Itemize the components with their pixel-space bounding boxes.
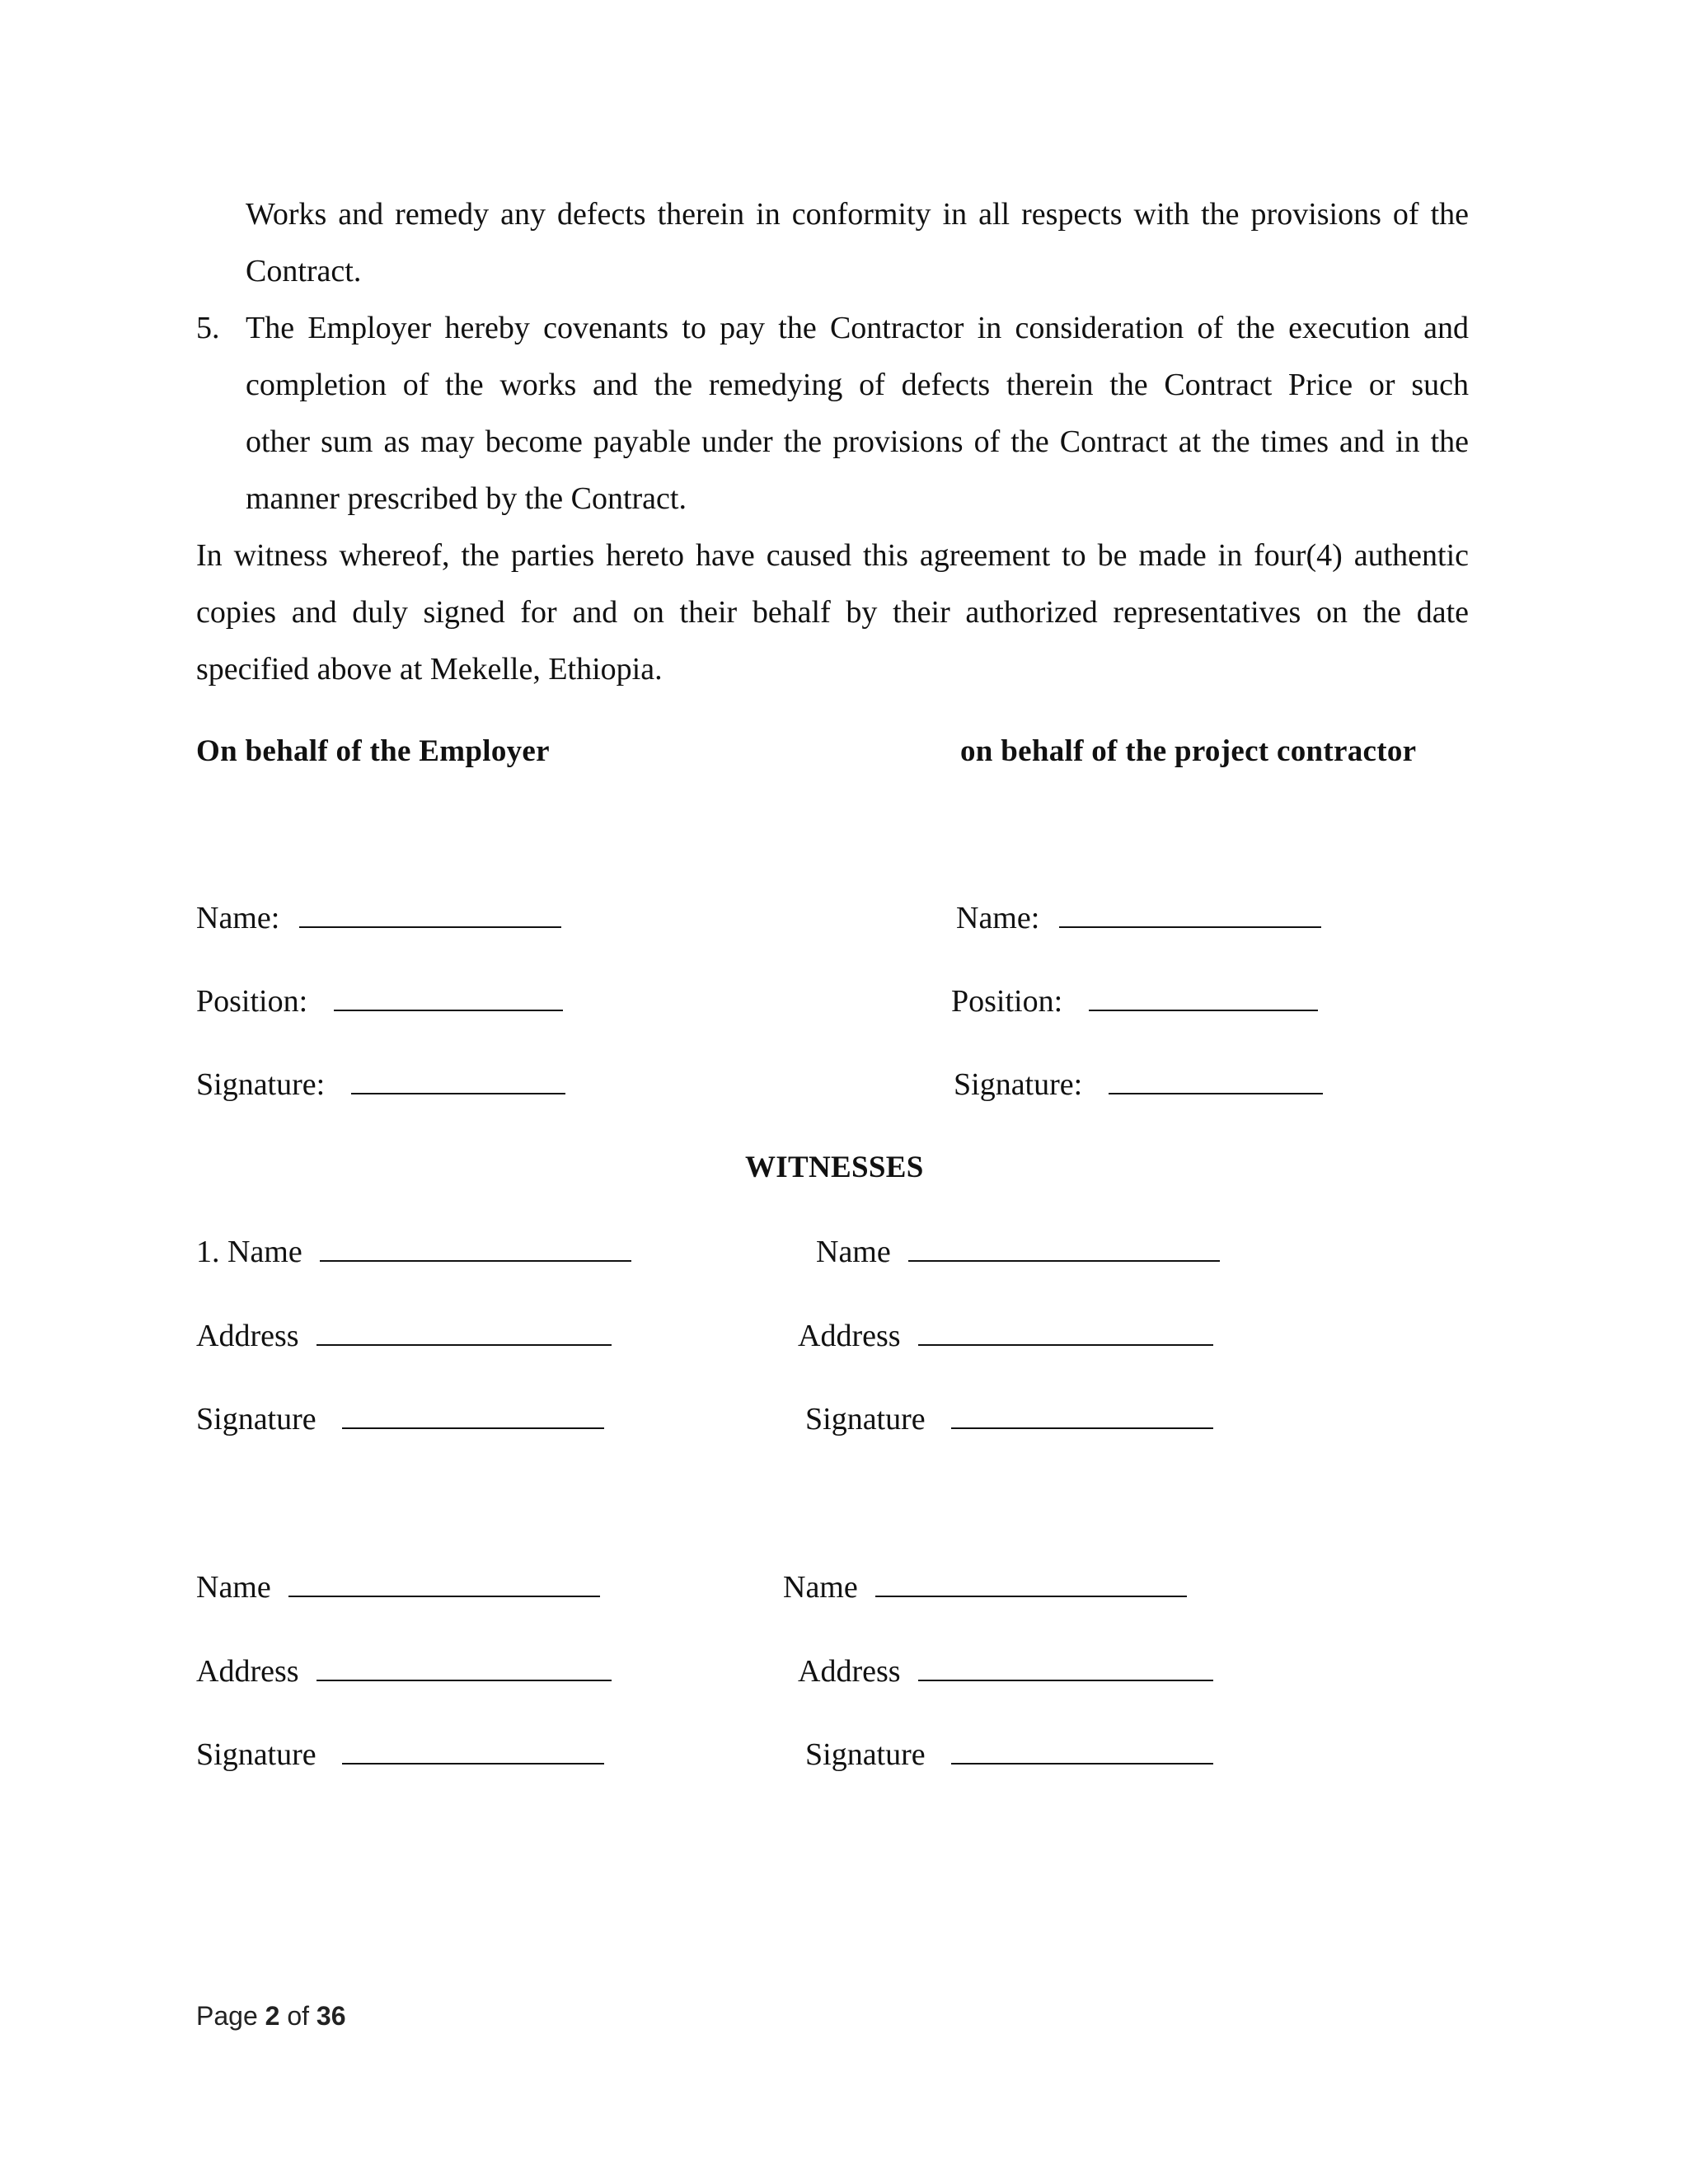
employer-position-blank[interactable] — [334, 985, 563, 1011]
witness1-left-name-label: 1. Name — [196, 1235, 302, 1269]
witness2-left-signature-label: Signature — [196, 1737, 316, 1772]
witness1-left-signature-field — [196, 1401, 604, 1437]
contractor-name-blank[interactable] — [1059, 902, 1321, 928]
employer-signature-field — [196, 1066, 565, 1103]
item-5-line1: The Employer hereby covenants to pay the Contractor in consideration of the execution and — [246, 311, 1469, 345]
witness2-right-name-label: Name — [783, 1570, 858, 1605]
witness1-left-signature-blank[interactable] — [342, 1403, 604, 1429]
item-5-line2: completion of the works and the remedying of defects therein the Contract Price or such — [246, 368, 1469, 402]
witness2-right-signature-blank[interactable] — [951, 1738, 1213, 1765]
witness2-right-signature-field — [805, 1736, 1213, 1773]
witness2-left-address-label: Address — [196, 1654, 299, 1689]
paragraph-4-continuation-line2: Contract. — [246, 254, 362, 288]
contractor-position-field — [951, 983, 1318, 1019]
witness2-right-name-blank[interactable] — [875, 1571, 1187, 1597]
employer-signature-blank[interactable] — [351, 1068, 565, 1094]
contractor-position-label: Position: — [951, 984, 1063, 1019]
witness2-right-address-blank[interactable] — [918, 1655, 1213, 1681]
employer-position-label: Position: — [196, 984, 308, 1019]
contractor-position-blank[interactable] — [1089, 985, 1318, 1011]
witness2-right-address-field — [798, 1653, 1213, 1690]
item-5-line4: manner prescribed by the Contract. — [246, 481, 687, 516]
contractor-heading: on behalf of the project contractor — [960, 734, 1417, 768]
item-5-number: 5. — [196, 311, 220, 345]
witness1-right-address-label: Address — [798, 1319, 901, 1353]
witness2-left-name-label: Name — [196, 1570, 271, 1605]
employer-name-label: Name: — [196, 901, 280, 935]
witness-clause-line2: copies and duly signed for and on their behalf by their authorized representatives on the date — [196, 595, 1469, 630]
employer-heading: On behalf of the Employer — [196, 734, 550, 768]
witness1-right-name-field — [816, 1234, 1220, 1270]
witness2-left-address-field — [196, 1653, 612, 1690]
witness2-right-address-label: Address — [798, 1654, 901, 1689]
witness-clause-line1: In witness whereof, the parties hereto have caused this agreement to be made in four(4) authentic — [196, 538, 1469, 573]
employer-name-blank[interactable] — [299, 902, 561, 928]
paragraph-4-continuation-line1: Works and remedy any defects therein in conformity in all respects with the provisions of the — [246, 197, 1469, 232]
witness1-right-signature-blank[interactable] — [951, 1403, 1213, 1429]
witness2-left-signature-field — [196, 1736, 604, 1773]
witness2-right-name-field — [783, 1569, 1187, 1605]
witnesses-heading: WITNESSES — [745, 1151, 924, 1184]
witness1-left-address-field — [196, 1318, 612, 1354]
contractor-signature-blank[interactable] — [1109, 1068, 1323, 1094]
witness1-left-name-field — [196, 1234, 631, 1270]
footer-of-word: of — [287, 2001, 309, 2031]
contractor-name-field — [956, 900, 1321, 936]
contractor-signature-label: Signature: — [954, 1067, 1083, 1102]
witness1-left-name-blank[interactable] — [320, 1235, 631, 1262]
witness2-left-name-blank[interactable] — [288, 1571, 600, 1597]
employer-signature-label: Signature: — [196, 1067, 326, 1102]
witness2-left-address-blank[interactable] — [316, 1655, 612, 1681]
witness1-right-address-field — [798, 1318, 1213, 1354]
employer-position-field — [196, 983, 563, 1019]
witness1-right-signature-label: Signature — [805, 1402, 926, 1436]
witness1-right-name-blank[interactable] — [908, 1235, 1220, 1262]
item-5-line3: other sum as may become payable under the provisions of the Contract at the times and in the — [246, 424, 1469, 459]
witness1-left-address-label: Address — [196, 1319, 299, 1353]
page-footer — [196, 2001, 345, 2032]
footer-total-pages: 36 — [316, 2001, 346, 2031]
witness1-left-address-blank[interactable] — [316, 1319, 612, 1346]
witness1-right-name-label: Name — [816, 1235, 891, 1269]
employer-name-field — [196, 900, 561, 936]
witness1-right-address-blank[interactable] — [918, 1319, 1213, 1346]
witness2-left-signature-blank[interactable] — [342, 1738, 604, 1765]
footer-current-page: 2 — [265, 2001, 280, 2031]
contractor-signature-field — [954, 1066, 1323, 1103]
witness1-left-signature-label: Signature — [196, 1402, 316, 1436]
contractor-name-label: Name: — [956, 901, 1040, 935]
witness2-left-name-field — [196, 1569, 600, 1605]
witness2-right-signature-label: Signature — [805, 1737, 926, 1772]
footer-page-word: Page — [196, 2001, 258, 2031]
witness1-right-signature-field — [805, 1401, 1213, 1437]
witness-clause-line3: specified above at Mekelle, Ethiopia. — [196, 652, 663, 687]
